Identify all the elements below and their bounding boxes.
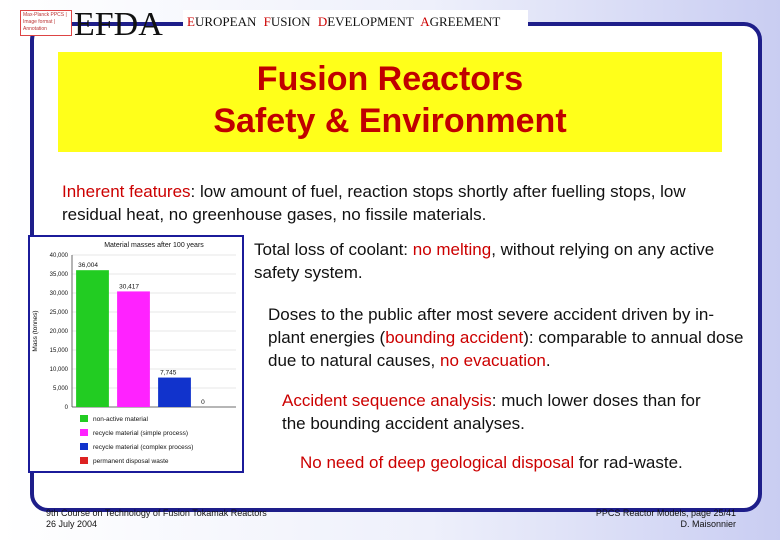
coolant-text-b: , without relying on any active safety system. — [254, 240, 715, 282]
y-tick-label: 35,000 — [49, 272, 68, 278]
doses-text-b: ): comparable to annual dose due to natural causes, — [268, 328, 744, 370]
legend-swatch — [80, 457, 88, 464]
agreement-banner — [183, 10, 528, 34]
institute-logo: Max-Planck PPCS | Image format | Annotation — [20, 10, 72, 36]
bar-1 — [76, 270, 109, 407]
legend-swatch — [80, 443, 88, 450]
y-tick-label: 40,000 — [49, 253, 68, 259]
no-deep-disposal-text: No need of deep geological disposal — [300, 453, 575, 472]
paragraph-inherent-features — [62, 180, 722, 226]
inherent-features-text: : low amount of fuel, reaction stops shortly after fuelling stops, low residual heat, no greenhouse gases, no fissile materials. — [62, 182, 686, 224]
bar-value-label: 7,745 — [160, 369, 177, 377]
legend-label: permanent disposal waste — [93, 458, 169, 465]
y-tick-label: 20,000 — [49, 329, 68, 335]
paragraph-coolant-loss — [254, 238, 724, 284]
word-european: UROPEAN — [194, 14, 257, 29]
course-name: 9th Course on Technology of Fusion Tokamak Reactors — [46, 508, 267, 518]
material-mass-chart — [28, 235, 244, 473]
legend-label: recycle material (simple process) — [93, 430, 188, 437]
word-development: EVELOPMENT — [327, 14, 414, 29]
slide-title — [58, 52, 722, 152]
doses-text-a: Doses to the public after most severe accident driven by in-plant energies ( — [268, 305, 714, 347]
course-date: 26 July 2004 — [46, 519, 98, 529]
paragraph-accident-analysis — [282, 389, 722, 435]
coolant-text-a: Total loss of coolant: — [254, 240, 413, 259]
efda-logo: EFDA — [74, 6, 163, 43]
letter-a: A — [420, 14, 430, 29]
inherent-features-label: Inherent features — [62, 182, 191, 201]
no-melting-text: no melting — [412, 240, 492, 259]
paragraph-public-doses — [268, 303, 748, 372]
y-axis-label: Mass (tonnes) — [32, 310, 39, 352]
title-line-1: Fusion Reactors — [256, 60, 524, 98]
bar-3 — [158, 378, 191, 407]
legend-swatch — [80, 429, 88, 436]
bar-value-label: 0 — [201, 399, 205, 406]
letter-f: F — [263, 14, 271, 29]
paragraph-waste-disposal — [300, 451, 760, 474]
chart-svg — [30, 237, 242, 471]
accident-analysis-label: Accident sequence analysis — [282, 391, 492, 410]
doses-text-c: . — [545, 351, 551, 370]
title-line-2: Safety & Environment — [213, 102, 567, 140]
word-agreement: GREEMENT — [429, 14, 501, 29]
footer-left — [46, 508, 267, 530]
author-name: D. Maisonnier — [680, 519, 736, 529]
page-reference: PPCS Reactor Models, page 25/41 — [595, 508, 736, 518]
legend-label: non-active material — [93, 416, 148, 423]
waste-disposal-text: for rad-waste. — [574, 453, 683, 472]
bar-value-label: 36,004 — [78, 262, 98, 270]
legend-label: recycle material (complex process) — [93, 444, 194, 451]
y-tick-label: 25,000 — [49, 310, 68, 316]
accident-analysis-text: : much lower doses than for the bounding accident analyses. — [282, 391, 701, 433]
y-tick-label: 15,000 — [49, 348, 68, 354]
bar-2 — [117, 291, 150, 407]
y-tick-label: 10,000 — [49, 367, 68, 373]
legend-swatch — [80, 415, 88, 422]
footer-right — [596, 508, 736, 530]
chart-title: Material masses after 100 years — [104, 242, 204, 249]
letter-e: E — [187, 14, 195, 29]
bar-value-label: 30,417 — [119, 283, 139, 291]
y-tick-label: 0 — [64, 405, 68, 411]
y-tick-label: 5,000 — [52, 386, 68, 392]
bounding-accident-text: bounding accident — [385, 328, 524, 347]
no-evacuation-text: no evacuation — [440, 351, 546, 370]
word-fusion: USION — [270, 14, 311, 29]
y-tick-label: 30,000 — [49, 291, 68, 297]
letter-d: D — [317, 14, 328, 29]
